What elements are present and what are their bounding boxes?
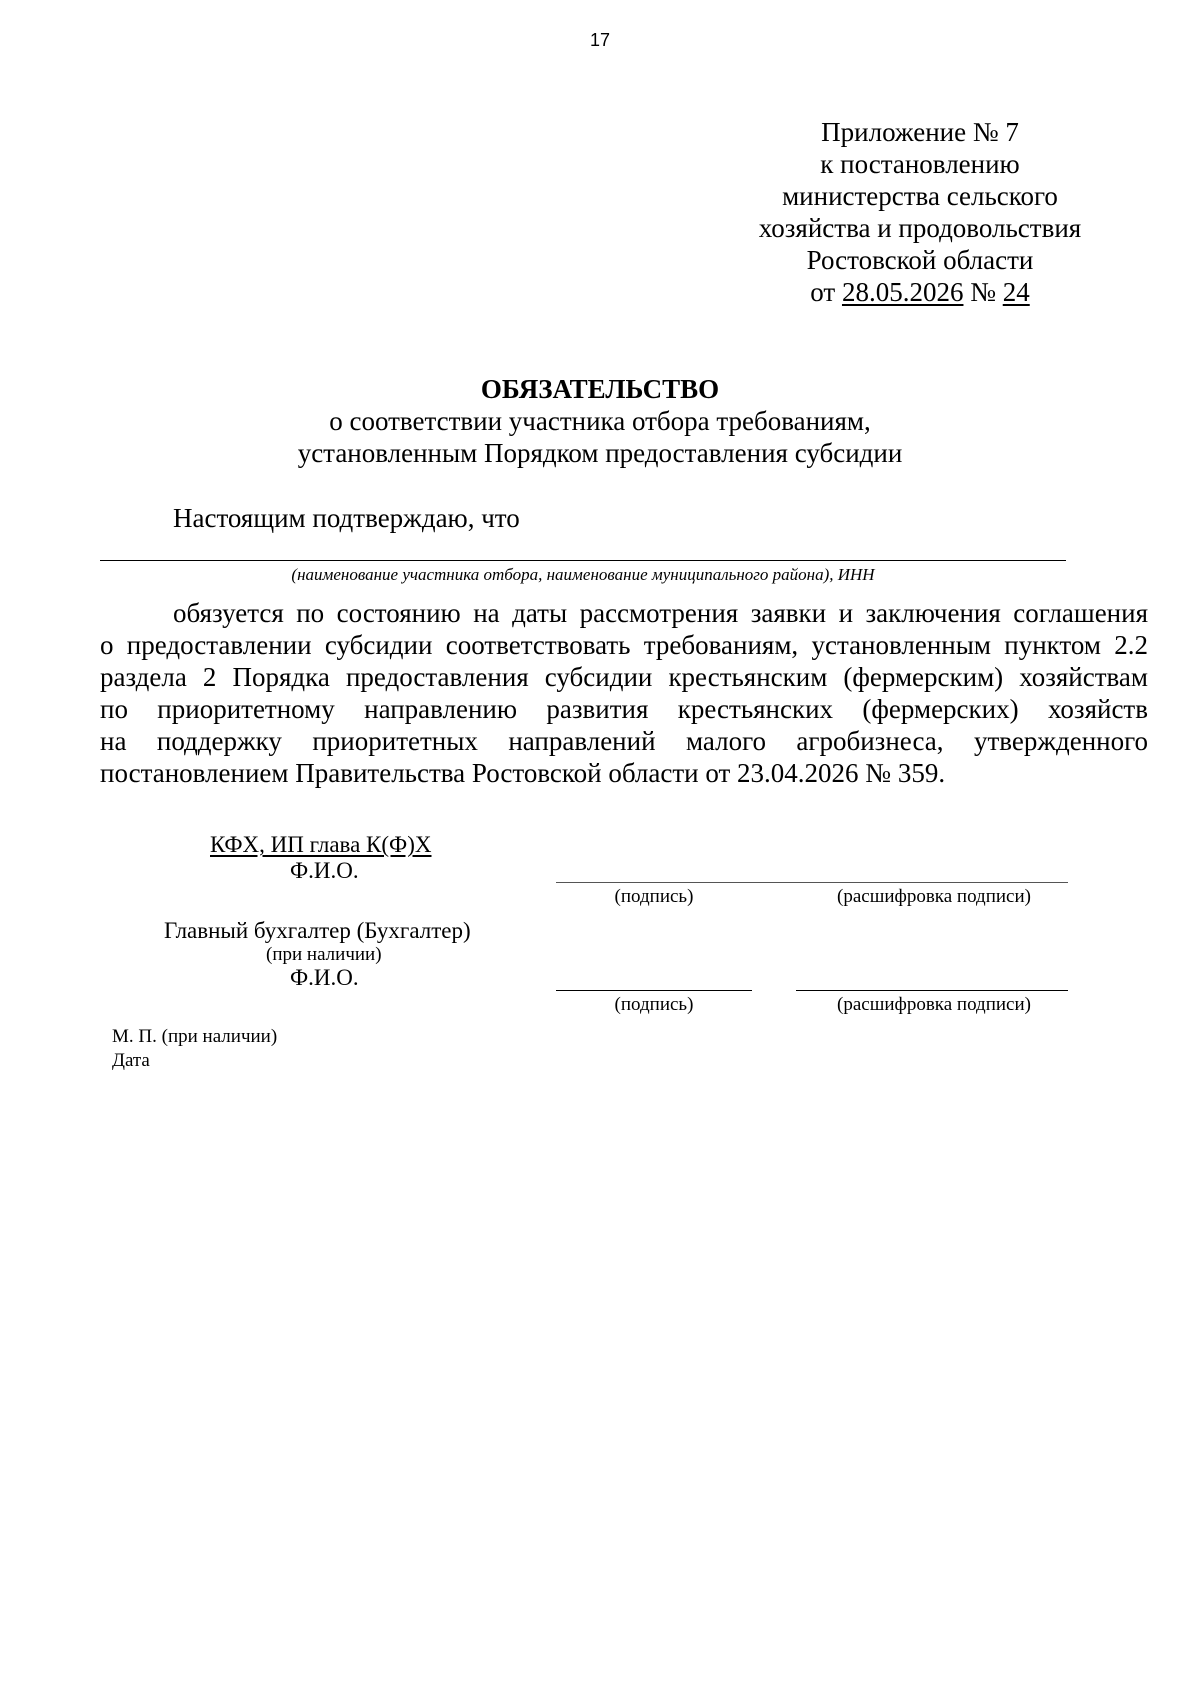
date-label: Дата: [112, 1050, 150, 1071]
appendix-line-3: министерства сельского: [782, 181, 1058, 211]
paragraph-line: по приоритетному направлению развития крестьянских (фермерских) хозяйств: [100, 694, 1148, 724]
accountant-name-label: Ф.И.О.: [290, 965, 359, 990]
head-signature-line: [556, 882, 1068, 883]
appendix-date-line: [660, 276, 1180, 308]
appendix-line-2: к постановлению: [820, 149, 1020, 179]
resolution-date: 28.05.2026: [841, 277, 964, 307]
paragraph-line: раздела 2 Порядка предоставления субсидии крестьянским (фермерским) хозяйствам: [100, 662, 1148, 692]
page-number: 17: [589, 30, 611, 50]
stamp-label: М. П. (при наличии): [112, 1026, 278, 1047]
head-name-label: Ф.И.О.: [290, 858, 359, 883]
confirm-text: Настоящим подтверждаю, что: [173, 503, 520, 533]
participant-caption: (наименование участника отбора, наименование муниципального района), ИНН: [291, 565, 875, 584]
accountant-note: (при наличии): [266, 944, 382, 965]
paragraph-line: постановлением Правительства Ростовской области от 23.04.2026 № 359.: [100, 758, 946, 788]
date-prefix: от: [810, 277, 842, 307]
accountant-decoding-caption: (расшифровка подписи): [837, 994, 1031, 1015]
accountant-role-label: Главный бухгалтер (Бухгалтер): [164, 918, 471, 943]
appendix-line-4: хозяйства и продовольствия: [758, 213, 1082, 243]
paragraph-line: обязуется по состоянию на даты рассмотрения заявки и заключения соглашения: [173, 598, 1148, 628]
commitment-paragraph: [100, 597, 1148, 789]
number-prefix: №: [963, 277, 1003, 307]
accountant-signature-caption: (подпись): [614, 994, 694, 1015]
document-subtitle: [0, 405, 1200, 469]
head-decoding-caption: (расшифровка подписи): [837, 886, 1031, 907]
paragraph-line: на поддержку приоритетных направлений малого агробизнеса, утвержденного: [100, 726, 1148, 756]
subtitle-line-1: о соответствии участника отбора требованиям,: [329, 406, 871, 436]
document-title: ОБЯЗАТЕЛЬСТВО: [480, 374, 720, 404]
paragraph-line: о предоставлении субсидии соответствовать требованиям, установленным пунктом 2.2: [100, 630, 1148, 660]
participant-fill-line: [100, 560, 1066, 561]
head-role-label: КФХ, ИП глава К(Ф)Х: [210, 832, 432, 857]
appendix-header: [660, 116, 1180, 308]
appendix-line-5: Ростовской области: [806, 245, 1034, 275]
resolution-number: 24: [1002, 277, 1030, 307]
accountant-decoding-line: [796, 990, 1068, 991]
subtitle-line-2: установленным Порядком предоставления субсидии: [297, 438, 903, 468]
appendix-line-1: Приложение № 7: [821, 117, 1019, 147]
accountant-signature-line: [556, 990, 752, 991]
head-signature-caption: (подпись): [614, 886, 694, 907]
